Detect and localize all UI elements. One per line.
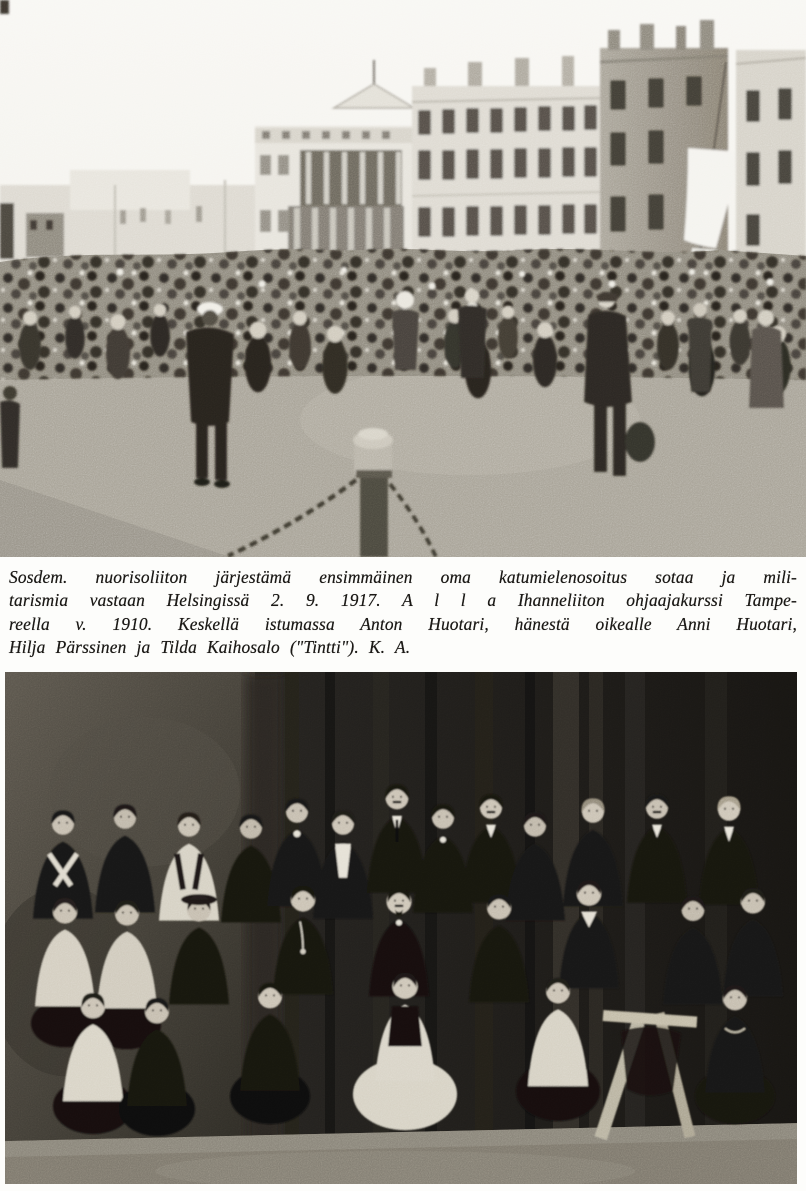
- caption-line-1: Sosdem. nuorisoliiton järjestämä ensimmäinen oma katumielenosoitus sotaa ja mili-: [9, 567, 797, 587]
- bottom-photo-graphic: [5, 672, 797, 1184]
- caption-line-4: Hilja Pärssinen ja Tilda Kaihosalo ("Tintti"). K. A.: [9, 636, 411, 657]
- halftone-grain: [0, 0, 806, 557]
- top-photo-graphic: [0, 0, 806, 557]
- caption-line-2: tarismia vastaan Helsingissä 2. 9. 1917. A l l a Ihanneliiton ohjaajakurssi Tampe-: [9, 590, 797, 611]
- caption-line-3: reella v. 1910. Keskellä istumassa Anton Huotari, hänestä oikealle Anni Huotari,: [9, 613, 797, 634]
- photo-caption: [9, 566, 797, 659]
- halftone-grain: [5, 672, 797, 1184]
- photo-group-portrait: [5, 672, 797, 1184]
- photo-demonstration: [0, 0, 806, 557]
